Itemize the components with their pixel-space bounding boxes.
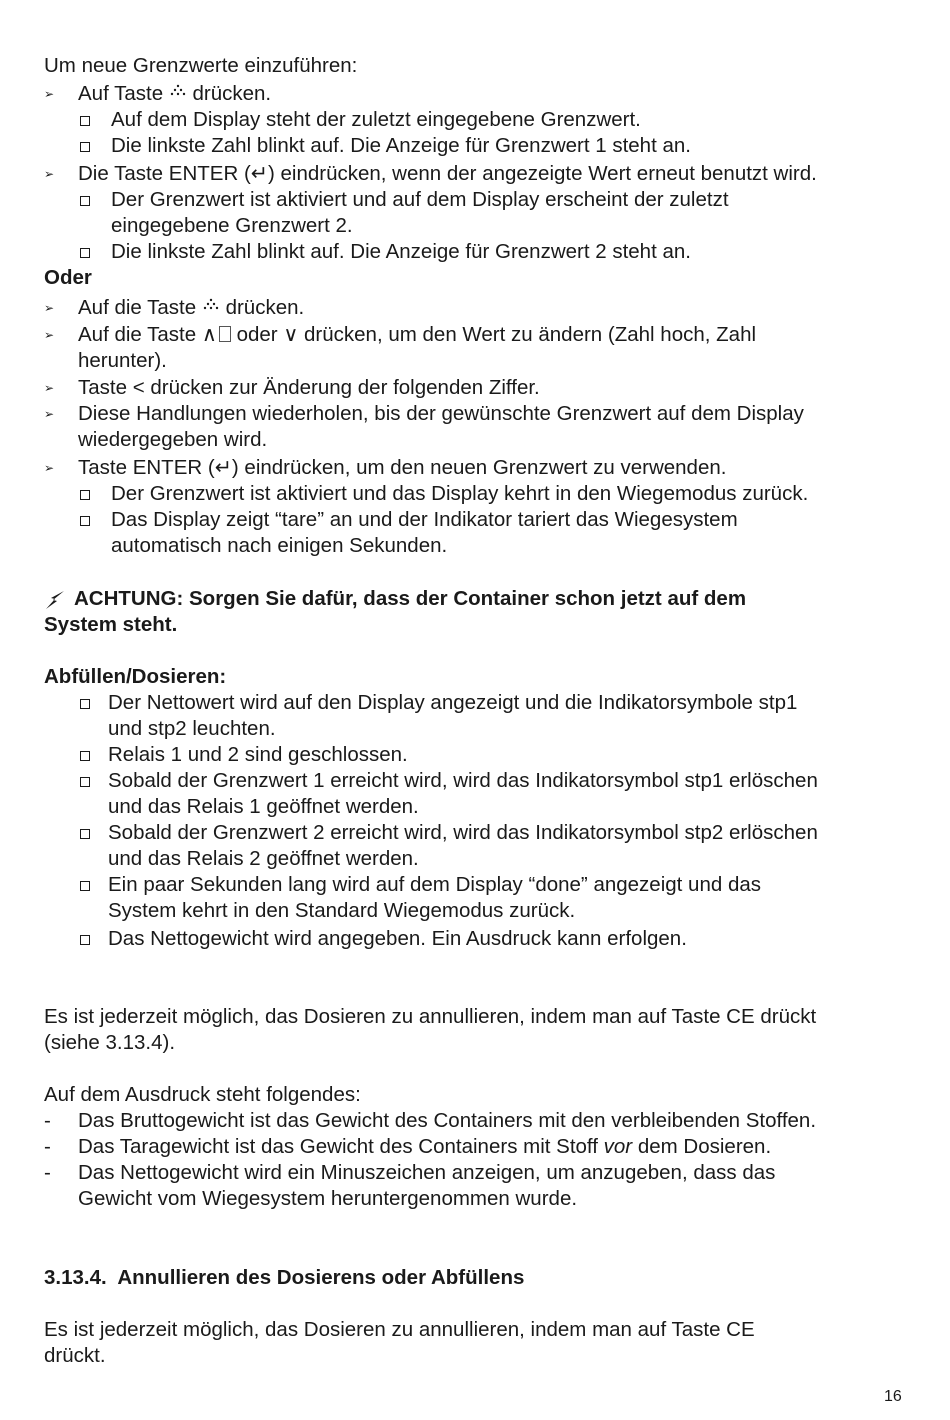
sub-item-cont: eingegebene Grenzwert 2.: [111, 214, 353, 237]
step-text: Diese Handlungen wiederholen, bis der gewünschte Grenzwert auf dem Display: [78, 402, 804, 425]
arrow-bullet-icon: ➢: [44, 381, 55, 395]
printout-item: Das Nettogewicht wird ein Minuszeichen anzeigen, um anzugeben, dass das: [78, 1161, 776, 1184]
step-text: Taste ENTER (: [78, 456, 215, 479]
checkbox-bullet-icon: [80, 777, 90, 787]
arrow-bullet-icon: ➢: [44, 328, 55, 342]
step-setpoint-key: [78, 81, 271, 107]
arrow-bullet-icon: ➢: [44, 167, 55, 181]
checkbox-bullet-icon: [80, 881, 90, 891]
fill-item: Sobald der Grenzwert 2 erreicht wird, wird das Indikatorsymbol stp2 erlöschen: [108, 821, 818, 844]
step-text: oder: [236, 323, 278, 346]
checkbox-bullet-icon: [80, 935, 90, 945]
fill-item-cont: und das Relais 2 geöffnet werden.: [108, 847, 419, 870]
checkbox-bullet-icon: [80, 751, 90, 761]
sub-item: Die linkste Zahl blinkt auf. Die Anzeige für Grenzwert 1 steht an.: [111, 134, 691, 157]
section-text-cont: drückt.: [44, 1344, 106, 1367]
fill-heading: Abfüllen/Dosieren:: [44, 665, 227, 688]
step-text: Die Taste ENTER (: [78, 162, 251, 185]
section-text: Es ist jederzeit möglich, das Dosieren zu annullieren, indem man auf Taste CE: [44, 1318, 755, 1341]
fill-item: Das Nettogewicht wird angegeben. Ein Ausdruck kann erfolgen.: [108, 927, 687, 950]
sub-item: Der Grenzwert ist aktiviert und auf dem Display erscheint der zuletzt: [111, 188, 729, 211]
fill-item-cont: und stp2 leuchten.: [108, 717, 276, 740]
printout-item: Das Bruttogewicht ist das Gewicht des Containers mit den verbleibenden Stoffen.: [78, 1109, 817, 1132]
checkbox-bullet-icon: [80, 116, 90, 126]
checkbox-bullet-icon: [80, 829, 90, 839]
fill-item: Ein paar Sekunden lang wird auf dem Display “done” angezeigt und das: [108, 873, 761, 896]
dash-bullet: -: [44, 1109, 51, 1132]
printout-intro: Auf dem Ausdruck steht folgendes:: [44, 1083, 361, 1106]
missing-glyph-icon: [219, 326, 231, 342]
oder-heading: Oder: [44, 266, 92, 289]
arrow-bullet-icon: ➢: [44, 407, 55, 421]
checkbox-bullet-icon: [80, 196, 90, 206]
step-text: ) eindrücken, wenn der angezeigte Wert erneut benutzt wird.: [267, 162, 817, 185]
page-number: 16: [884, 1388, 902, 1405]
fill-item-cont: und das Relais 1 geöffnet werden.: [108, 795, 419, 818]
checkbox-bullet-icon: [80, 248, 90, 258]
lightning-icon: [44, 590, 66, 610]
step-text: drücken.: [192, 82, 272, 105]
step-text: drücken.: [225, 296, 305, 319]
section-heading: 3.13.4. Annullieren des Dosierens oder Abfüllens: [44, 1266, 525, 1289]
intro-text: Um neue Grenzwerte einzuführen:: [44, 54, 358, 77]
checkbox-bullet-icon: [80, 490, 90, 500]
step-text: drücken, um den Wert zu ändern (Zahl hoch, Zahl: [304, 323, 757, 346]
cancel-note: Es ist jederzeit möglich, das Dosieren zu annullieren, indem man auf Taste CE drückt: [44, 1005, 817, 1028]
printout-text: Das Taragewicht ist das Gewicht des Containers mit Stoff: [78, 1135, 604, 1158]
step-up-down: [78, 322, 756, 348]
cancel-note-cont: (siehe 3.13.4).: [44, 1031, 176, 1054]
up-key-icon: ∧: [201, 323, 217, 346]
checkbox-bullet-icon: [80, 699, 90, 709]
fill-item-cont: System kehrt in den Standard Wiegemodus zurück.: [108, 899, 576, 922]
checkbox-bullet-icon: [80, 516, 90, 526]
sub-item: Das Display zeigt “tare” an und der Indikator tariert das Wiegesystem: [111, 508, 738, 531]
step-text: Auf die Taste: [78, 296, 197, 319]
arrow-bullet-icon: ➢: [44, 301, 55, 315]
warning-text-cont: System steht.: [44, 613, 178, 636]
arrow-bullet-icon: ➢: [44, 87, 55, 101]
printout-item-cont: Gewicht vom Wiegesystem heruntergenommen wurde.: [78, 1187, 578, 1210]
sub-item-cont: automatisch nach einigen Sekunden.: [111, 534, 448, 557]
emphasis-text: vor: [603, 1135, 633, 1158]
warning-text: ACHTUNG: Sorgen Sie dafür, dass der Container schon jetzt auf dem: [74, 587, 747, 610]
dash-bullet: -: [44, 1135, 51, 1158]
fill-item: Relais 1 und 2 sind geschlossen.: [108, 743, 408, 766]
dash-bullet: -: [44, 1161, 51, 1184]
step-text: ) eindrücken, um den neuen Grenzwert zu verwenden.: [231, 456, 727, 479]
enter-icon: ↵: [214, 456, 232, 479]
step-cont: wiedergegeben wird.: [78, 428, 268, 451]
step-enter: [78, 455, 726, 481]
fill-item: Der Nettowert wird auf den Display angezeigt und die Indikatorsymbole stp1: [108, 691, 798, 714]
setpoint-key-icon: [169, 84, 187, 100]
sub-item: Auf dem Display steht der zuletzt eingegebene Grenzwert.: [111, 108, 641, 131]
fill-item: Sobald der Grenzwert 1 erreicht wird, wird das Indikatorsymbol stp1 erlöschen: [108, 769, 818, 792]
step-text: Auf Taste: [78, 82, 164, 105]
arrow-bullet-icon: ➢: [44, 461, 55, 475]
step-enter: [78, 161, 817, 187]
sub-item: Die linkste Zahl blinkt auf. Die Anzeige für Grenzwert 2 steht an.: [111, 240, 691, 263]
step-text: Auf die Taste: [78, 323, 197, 346]
enter-icon: ↵: [250, 162, 268, 185]
checkbox-bullet-icon: [80, 142, 90, 152]
step-cont: herunter).: [78, 349, 167, 372]
sub-item: Der Grenzwert ist aktiviert und das Display kehrt in den Wiegemodus zurück.: [111, 482, 809, 505]
step-text: Taste < drücken zur Änderung der folgenden Ziffer.: [78, 376, 540, 399]
printout-text: dem Dosieren.: [632, 1135, 772, 1158]
step-setpoint-key: [78, 295, 304, 321]
setpoint-key-icon: [202, 298, 220, 314]
down-key-icon: ∨: [283, 323, 299, 346]
printout-item: [78, 1134, 771, 1160]
